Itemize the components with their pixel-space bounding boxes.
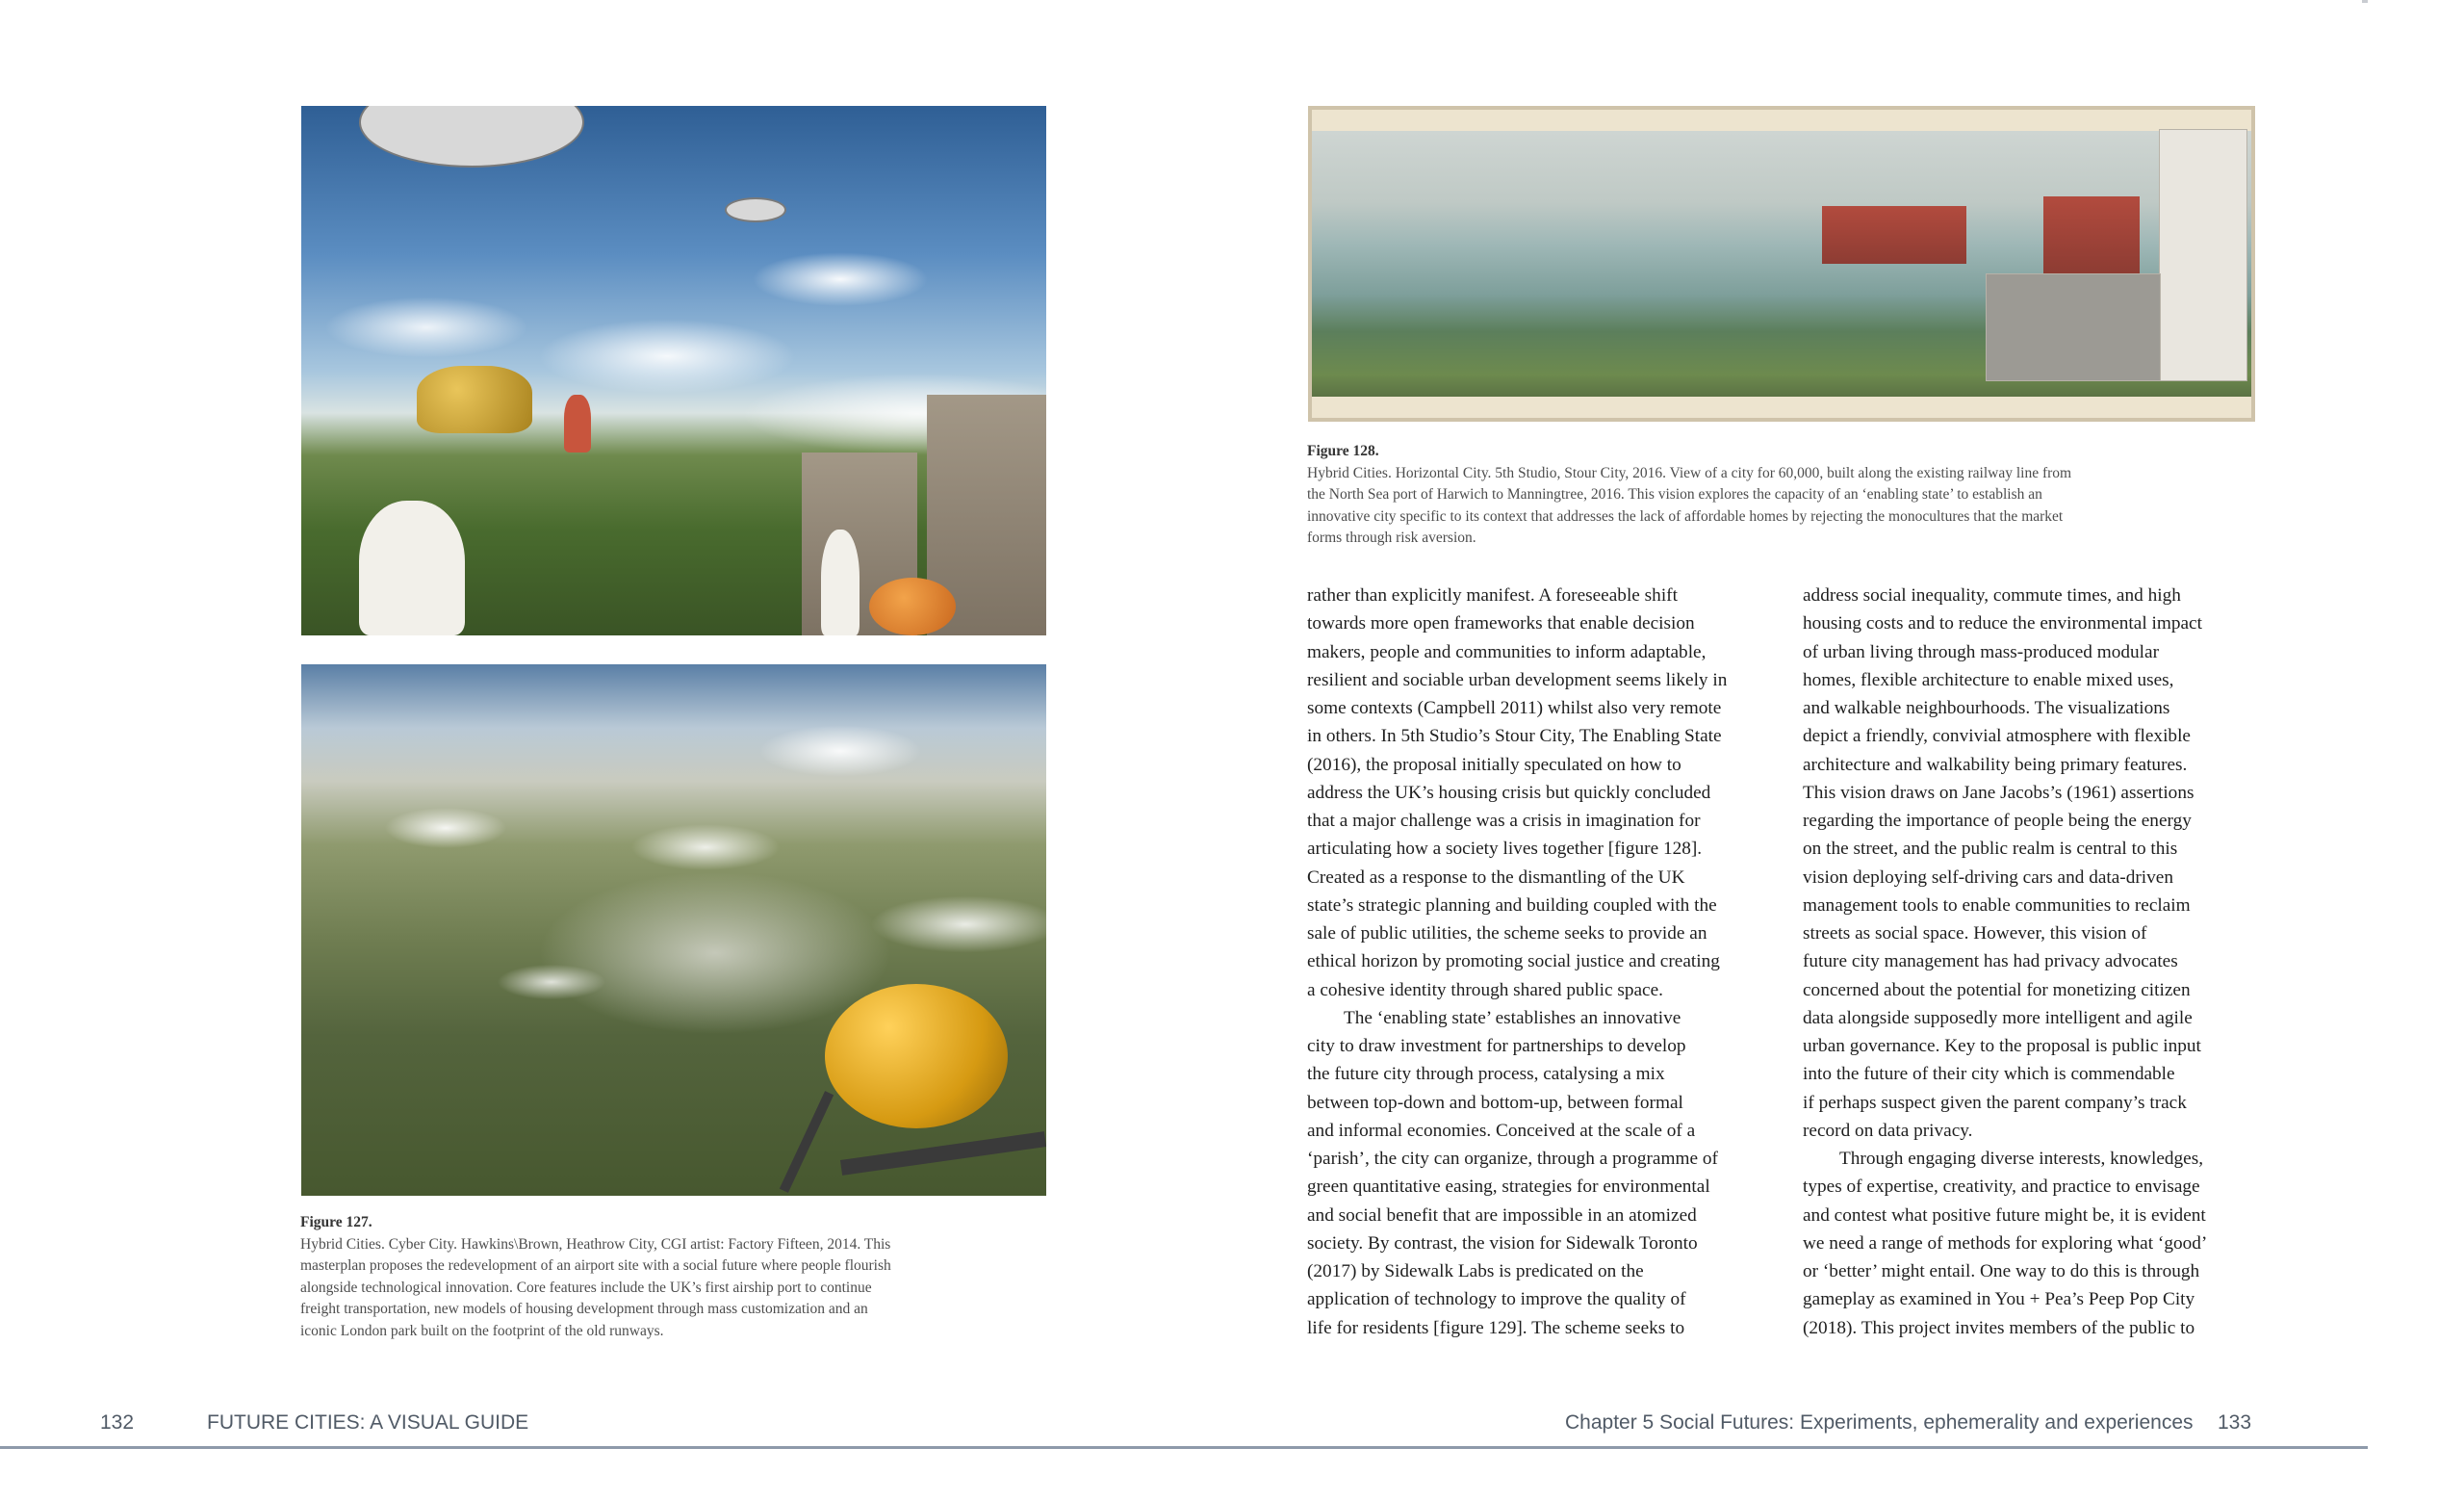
text-line: future city management has had privacy advocates (1803, 951, 2178, 972)
figure-127-image-bottom (301, 664, 1046, 1196)
caption-line: Hybrid Cities. Horizontal City. 5th Studio, Stour City, 2016. View of a city for 60,000, built along the existing railway line from (1307, 464, 2072, 481)
text-line: in others. In 5th Studio’s Stour City, The Enabling State (1307, 726, 1722, 747)
figure-128-image (1308, 106, 2255, 422)
text-line: architecture and walkability being primary features. (1803, 754, 2188, 775)
text-line: ethical horizon by promoting social justice and creating (1307, 951, 1720, 972)
text-line: concerned about the potential for monetizing citizen (1803, 979, 2191, 1000)
text-line: city to draw investment for partnerships to develop (1307, 1036, 1686, 1056)
text-line: the future city through process, catalysing a mix (1307, 1064, 1665, 1085)
text-line: management tools to enable communities to reclaim (1803, 894, 2191, 916)
text-line: of urban living through mass-produced modular (1803, 641, 2160, 662)
caption-line: the North Sea port of Harwich to Manningtree, 2016. This vision explores the capacity of an ‘enabling state’ to establish an (1307, 486, 2042, 504)
page-corner-mark (2362, 0, 2368, 3)
text-line: homes, flexible architecture to enable mixed uses, (1803, 669, 2174, 690)
text-line: towards more open frameworks that enable decision (1307, 613, 1695, 634)
text-line: (2016), the proposal initially speculated on how to (1307, 754, 1681, 775)
text-line: or ‘better’ might entail. One way to do this is through (1803, 1261, 2200, 1281)
text-line: green quantitative easing, strategies for environmental (1307, 1177, 1710, 1198)
text-line: life for residents [figure 129]. The scheme seeks to (1307, 1317, 1685, 1338)
caption-line: iconic London park built on the footprint of the old runways. (300, 1322, 664, 1339)
figure-127-image-top (301, 106, 1046, 635)
text-line: The ‘enabling state’ establishes an innovative (1344, 1007, 1681, 1028)
figure-128-caption (1307, 441, 2260, 550)
text-line: we need a range of methods for exploring what ‘good’ (1803, 1232, 2208, 1254)
right-running-head: Chapter 5 Social Futures: Experiments, ephemerality and experiences (1565, 1411, 2194, 1434)
text-line: and walkable neighbourhoods. The visualizations (1803, 698, 2170, 718)
figure-127-caption (300, 1212, 1051, 1343)
body-text-column-1 (1307, 582, 1769, 1342)
caption-line: masterplan proposes the redevelopment of an airport site with a social future where people flourish (300, 1257, 891, 1275)
text-line: a cohesive identity through shared public space. (1307, 979, 1663, 1000)
text-line: gameplay as examined in You + Pea’s Peep Pop City (1803, 1289, 2195, 1310)
text-line: makers, people and communities to inform adaptable, (1307, 641, 1707, 662)
caption-line: innovative city specific to its context that addresses the lack of affordable homes by rejecting the monocultures that the market (1307, 507, 2064, 525)
text-line: application of technology to improve the quality of (1307, 1289, 1686, 1310)
text-line: urban governance. Key to the proposal is public input (1803, 1036, 2201, 1056)
left-page-number: 132 (100, 1411, 135, 1434)
figure-128-label: Figure 128. (1307, 443, 1379, 459)
right-page-number: 133 (2218, 1411, 2252, 1434)
figure-127-label: Figure 127. (300, 1214, 372, 1230)
footer-rule (0, 1446, 2368, 1449)
text-line: regarding the importance of people being the energy (1803, 811, 2192, 831)
caption-line: forms through risk aversion. (1307, 530, 1476, 547)
text-line: and contest what positive future might be, it is evident (1803, 1204, 2206, 1226)
text-line: rather than explicitly manifest. A foreseeable shift (1307, 585, 1678, 606)
caption-line: freight transportation, new models of housing development through mass customization and an (300, 1301, 868, 1318)
text-line: state’s strategic planning and building coupled with the (1307, 894, 1717, 916)
text-line: This vision draws on Jane Jacobs’s (1961) assertions (1803, 782, 2194, 803)
text-line: if perhaps suspect given the parent company’s track (1803, 1092, 2187, 1113)
text-line: resilient and sociable urban development seems likely in (1307, 669, 1728, 690)
text-line: ‘parish’, the city can organize, through a programme of (1307, 1149, 1718, 1169)
text-line: and social benefit that are impossible in an atomized (1307, 1204, 1697, 1226)
left-running-head: FUTURE CITIES: A VISUAL GUIDE (207, 1411, 529, 1434)
text-line: Created as a response to the dismantling of the UK (1307, 866, 1685, 888)
text-line: that a major challenge was a crisis in imagination for (1307, 811, 1701, 831)
text-line: housing costs and to reduce the environmental impact (1803, 613, 2202, 634)
text-line: articulating how a society lives together [figure 128]. (1307, 839, 1703, 860)
text-line: streets as social space. However, this vision of (1803, 923, 2147, 944)
text-line: vision deploying self-driving cars and data-driven (1803, 866, 2173, 888)
caption-line: Hybrid Cities. Cyber City. Hawkins\Brown, Heathrow City, CGI artist: Factory Fifteen, 2014. This (300, 1235, 891, 1253)
text-line: (2018). This project invites members of the public to (1803, 1317, 2195, 1338)
body-text-column-2 (1803, 582, 2265, 1342)
text-line: address social inequality, commute times, and high (1803, 585, 2181, 606)
text-line: address the UK’s housing crisis but quickly concluded (1307, 782, 1711, 803)
text-line: into the future of their city which is commendable (1803, 1064, 2175, 1085)
caption-line: alongside technological innovation. Core features include the UK’s first airship port to continue (300, 1279, 872, 1296)
text-line: depict a friendly, convivial atmosphere with flexible (1803, 726, 2191, 747)
text-line: sale of public utilities, the scheme seeks to provide an (1307, 923, 1707, 944)
text-line: society. By contrast, the vision for Sidewalk Toronto (1307, 1232, 1698, 1254)
text-line: Through engaging diverse interests, knowledges, (1839, 1149, 2204, 1169)
text-line: types of expertise, creativity, and practice to envisage (1803, 1177, 2200, 1198)
text-line: some contexts (Campbell 2011) whilst also very remote (1307, 698, 1722, 718)
text-line: between top-down and bottom-up, between formal (1307, 1092, 1683, 1113)
text-line: on the street, and the public realm is central to this (1803, 839, 2178, 860)
text-line: data alongside supposedly more intelligent and agile (1803, 1007, 2193, 1028)
text-line: record on data privacy. (1803, 1120, 1973, 1141)
text-line: and informal economies. Conceived at the scale of a (1307, 1120, 1696, 1141)
text-line: (2017) by Sidewalk Labs is predicated on the (1307, 1261, 1644, 1281)
